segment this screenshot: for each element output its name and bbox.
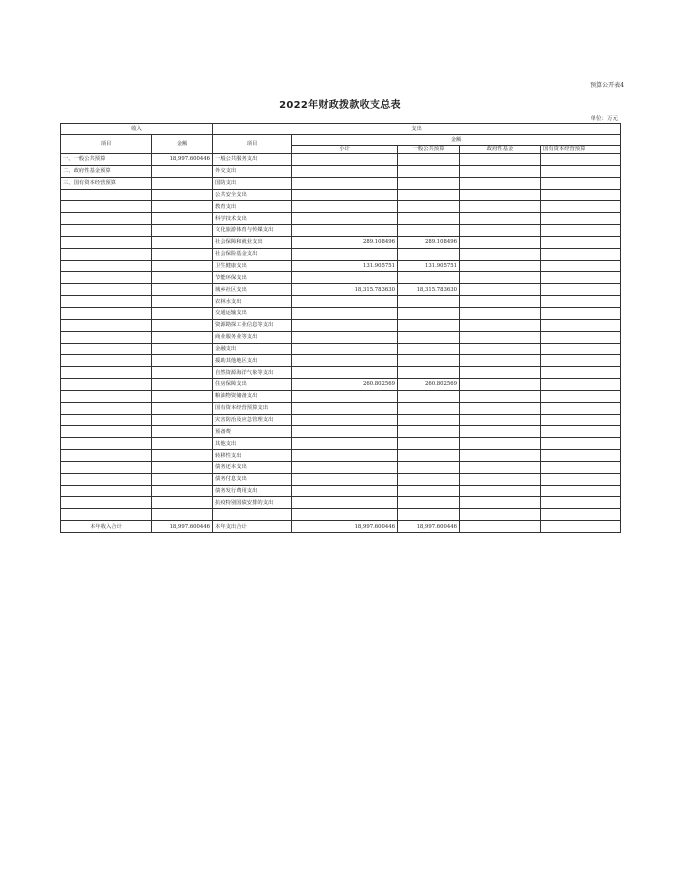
expense-general-cell xyxy=(398,248,460,260)
income-item-cell xyxy=(61,450,152,462)
expense-item-cell: 金融支出 xyxy=(213,343,292,355)
income-amount-cell xyxy=(152,189,213,201)
expense-subtotal-cell xyxy=(292,272,398,284)
table-row xyxy=(61,236,621,248)
expense-subtotal-cell xyxy=(292,343,398,355)
expense-gov-fund-cell xyxy=(460,307,541,319)
income-item-cell xyxy=(61,248,152,260)
expense-item-cell: 自然资源海洋气象等支出 xyxy=(213,367,292,379)
expense-gov-fund-cell xyxy=(460,402,541,414)
expense-subtotal-cell xyxy=(292,367,398,379)
expense-state-capital-cell xyxy=(541,461,621,473)
state-capital-header: 国有资本经营预算 xyxy=(541,146,621,154)
table-row xyxy=(61,379,621,391)
income-amount-cell: 18,997.600446 xyxy=(152,154,213,166)
expense-gov-fund-cell xyxy=(460,473,541,485)
income-item-cell xyxy=(61,331,152,343)
table-row xyxy=(61,402,621,414)
expense-gov-fund-cell xyxy=(460,225,541,237)
expense-general-cell xyxy=(398,331,460,343)
expense-state-capital-cell xyxy=(541,189,621,201)
table-row xyxy=(61,284,621,296)
expense-subtotal-cell xyxy=(292,296,398,308)
expense-general-cell xyxy=(398,177,460,189)
expense-general-cell xyxy=(398,461,460,473)
income-total-amount: 18,997.600446 xyxy=(152,521,213,533)
income-item-cell xyxy=(61,284,152,296)
income-amount-cell xyxy=(152,367,213,379)
income-amount-cell xyxy=(152,390,213,402)
expense-state-capital-cell xyxy=(541,272,621,284)
expense-item-cell: 文化旅游体育与传媒支出 xyxy=(213,225,292,237)
expense-gov-fund-cell xyxy=(460,260,541,272)
expense-general-cell xyxy=(398,426,460,438)
expense-item-cell xyxy=(213,509,292,521)
gov-fund-header: 政府性基金 xyxy=(460,146,541,154)
expense-general-cell xyxy=(398,201,460,213)
expense-item-cell: 抗疫特别国债安排的支出 xyxy=(213,497,292,509)
expense-gov-fund-cell xyxy=(460,343,541,355)
table-row xyxy=(61,260,621,272)
expense-gov-fund-cell xyxy=(460,201,541,213)
expense-subtotal-cell xyxy=(292,414,398,426)
expense-general-cell xyxy=(398,355,460,367)
income-item-cell xyxy=(61,225,152,237)
table-row xyxy=(61,307,621,319)
expense-gov-fund-cell xyxy=(460,154,541,166)
expense-gov-fund-cell xyxy=(460,213,541,225)
expense-item-cell: 其他支出 xyxy=(213,438,292,450)
expense-subtotal-cell xyxy=(292,189,398,201)
income-amount-cell xyxy=(152,485,213,497)
income-amount-cell xyxy=(152,260,213,272)
expense-total-subtotal: 18,997.600446 xyxy=(292,521,398,533)
income-amount-cell xyxy=(152,201,213,213)
expense-subtotal-cell xyxy=(292,225,398,237)
income-amount-cell xyxy=(152,450,213,462)
expense-item-cell: 外交支出 xyxy=(213,165,292,177)
expense-state-capital-cell xyxy=(541,438,621,450)
expense-general-cell xyxy=(398,225,460,237)
expense-item-cell: 债务付息支出 xyxy=(213,473,292,485)
expense-gov-fund-cell xyxy=(460,319,541,331)
expense-state-capital-cell xyxy=(541,177,621,189)
table-row xyxy=(61,272,621,284)
expense-subtotal-cell: 131.905751 xyxy=(292,260,398,272)
income-amount-cell xyxy=(152,296,213,308)
income-item-cell xyxy=(61,272,152,284)
expense-state-capital-cell xyxy=(541,154,621,166)
income-amount-cell xyxy=(152,379,213,391)
expense-gov-fund-cell xyxy=(460,272,541,284)
income-amount-cell xyxy=(152,355,213,367)
expense-gov-fund-cell xyxy=(460,497,541,509)
income-item-header: 项目 xyxy=(61,135,152,154)
page-title: 2022年财政拨款收支总表 xyxy=(279,100,401,111)
expense-general-cell xyxy=(398,367,460,379)
table-row xyxy=(61,213,621,225)
expense-item-cell: 援助其他地区支出 xyxy=(213,355,292,367)
expense-subtotal-cell: 289.108496 xyxy=(292,236,398,248)
table-row xyxy=(61,367,621,379)
income-amount-cell xyxy=(152,165,213,177)
income-item-cell xyxy=(61,260,152,272)
income-item-cell xyxy=(61,414,152,426)
expense-total-label: 本年支出合计 xyxy=(213,521,292,533)
expense-item-cell: 转移性支出 xyxy=(213,450,292,462)
income-item-cell xyxy=(61,390,152,402)
expense-state-capital-cell xyxy=(541,319,621,331)
income-amount-cell xyxy=(152,284,213,296)
expense-item-cell: 国有资本经营预算支出 xyxy=(213,402,292,414)
expense-general-cell xyxy=(398,450,460,462)
general-budget-header: 一般公共预算 xyxy=(398,146,460,154)
table-row xyxy=(61,331,621,343)
expense-subtotal-cell xyxy=(292,497,398,509)
income-amount-header: 金额 xyxy=(152,135,213,154)
expense-subtotal-cell xyxy=(292,201,398,213)
header-row-2 xyxy=(61,135,621,146)
income-amount-cell xyxy=(152,509,213,521)
table-row xyxy=(61,154,621,166)
expense-item-cell: 债务还本支出 xyxy=(213,461,292,473)
budget-summary-table xyxy=(60,123,621,533)
table-row xyxy=(61,189,621,201)
expense-item-cell: 教育支出 xyxy=(213,201,292,213)
expense-total-state-capital xyxy=(541,521,621,533)
income-item-cell xyxy=(61,213,152,225)
expense-subtotal-cell xyxy=(292,485,398,497)
expense-gov-fund-cell xyxy=(460,379,541,391)
expense-general-cell xyxy=(398,296,460,308)
table-body xyxy=(61,124,621,533)
expense-general-cell xyxy=(398,473,460,485)
expense-general-cell: 289.108496 xyxy=(398,236,460,248)
expense-subtotal-cell xyxy=(292,177,398,189)
income-item-cell xyxy=(61,497,152,509)
expense-general-cell xyxy=(398,509,460,521)
income-item-cell xyxy=(61,473,152,485)
table-row xyxy=(61,343,621,355)
expense-subtotal-cell xyxy=(292,509,398,521)
expense-subtotal-cell xyxy=(292,248,398,260)
income-amount-cell xyxy=(152,438,213,450)
income-item-cell xyxy=(61,307,152,319)
expense-state-capital-cell xyxy=(541,225,621,237)
expense-state-capital-cell xyxy=(541,201,621,213)
table-row xyxy=(61,473,621,485)
expense-gov-fund-cell xyxy=(460,355,541,367)
income-item-cell xyxy=(61,426,152,438)
expense-gov-fund-cell xyxy=(460,189,541,201)
expense-gov-fund-cell xyxy=(460,177,541,189)
income-total-label: 本年收入合计 xyxy=(61,521,152,533)
expense-item-cell: 资源勘探工业信息等支出 xyxy=(213,319,292,331)
expense-state-capital-cell xyxy=(541,426,621,438)
expense-state-capital-cell xyxy=(541,248,621,260)
expense-subtotal-cell xyxy=(292,154,398,166)
income-header: 收入 xyxy=(61,124,213,135)
table-row xyxy=(61,461,621,473)
expense-general-cell xyxy=(398,402,460,414)
income-item-cell xyxy=(61,402,152,414)
expense-general-cell xyxy=(398,165,460,177)
income-item-cell xyxy=(61,319,152,331)
expense-subtotal-cell xyxy=(292,331,398,343)
income-item-cell xyxy=(61,201,152,213)
expense-general-cell xyxy=(398,438,460,450)
expense-item-cell: 国防支出 xyxy=(213,177,292,189)
expense-gov-fund-cell xyxy=(460,461,541,473)
income-amount-cell xyxy=(152,319,213,331)
expense-gov-fund-cell xyxy=(460,331,541,343)
expense-item-cell: 卫生健康支出 xyxy=(213,260,292,272)
expense-general-cell: 260.802569 xyxy=(398,379,460,391)
expense-state-capital-cell xyxy=(541,379,621,391)
expense-subtotal-cell xyxy=(292,426,398,438)
table-row xyxy=(61,414,621,426)
expense-header: 支出 xyxy=(213,124,621,135)
income-item-cell xyxy=(61,438,152,450)
expense-subtotal-cell xyxy=(292,165,398,177)
expense-subtotal-cell xyxy=(292,450,398,462)
expense-subtotal-cell: 18,315.783630 xyxy=(292,284,398,296)
income-amount-cell xyxy=(152,225,213,237)
table-row xyxy=(61,426,621,438)
expense-state-capital-cell xyxy=(541,296,621,308)
expense-state-capital-cell xyxy=(541,485,621,497)
expense-state-capital-cell xyxy=(541,331,621,343)
expense-item-cell: 公共安全支出 xyxy=(213,189,292,201)
income-item-cell xyxy=(61,296,152,308)
expense-general-cell xyxy=(398,414,460,426)
expense-subtotal-cell xyxy=(292,319,398,331)
expense-item-cell: 商业服务业等支出 xyxy=(213,331,292,343)
income-amount-cell xyxy=(152,497,213,509)
expense-gov-fund-cell xyxy=(460,390,541,402)
expense-subtotal-cell: 260.802569 xyxy=(292,379,398,391)
expense-state-capital-cell xyxy=(541,213,621,225)
income-amount-cell xyxy=(152,461,213,473)
income-amount-cell xyxy=(152,473,213,485)
expense-state-capital-cell xyxy=(541,509,621,521)
expense-subtotal-cell xyxy=(292,402,398,414)
expense-general-cell: 18,315.783630 xyxy=(398,284,460,296)
expense-state-capital-cell xyxy=(541,307,621,319)
income-amount-cell xyxy=(152,307,213,319)
expense-general-cell xyxy=(398,154,460,166)
income-item-cell xyxy=(61,485,152,497)
expense-item-cell: 社会保障和就业支出 xyxy=(213,236,292,248)
expense-item-cell: 一般公共服务支出 xyxy=(213,154,292,166)
expense-gov-fund-cell xyxy=(460,414,541,426)
income-item-cell xyxy=(61,509,152,521)
expense-item-cell: 粮油物资储备支出 xyxy=(213,390,292,402)
income-item-cell xyxy=(61,379,152,391)
expense-general-cell xyxy=(398,343,460,355)
expense-general-cell xyxy=(398,272,460,284)
expense-item-cell: 农林水支出 xyxy=(213,296,292,308)
expense-item-cell: 灾害防治及应急管理支出 xyxy=(213,414,292,426)
table-row xyxy=(61,438,621,450)
expense-item-cell: 城乡社区支出 xyxy=(213,284,292,296)
table-row xyxy=(61,201,621,213)
expense-state-capital-cell xyxy=(541,367,621,379)
income-amount-cell xyxy=(152,343,213,355)
expense-gov-fund-cell xyxy=(460,485,541,497)
subtotal-header: 小计 xyxy=(292,146,398,154)
expense-state-capital-cell xyxy=(541,165,621,177)
expense-gov-fund-cell xyxy=(460,236,541,248)
header-row-1 xyxy=(61,124,621,135)
expense-subtotal-cell xyxy=(292,213,398,225)
income-amount-cell xyxy=(152,331,213,343)
expense-item-cell: 预备费 xyxy=(213,426,292,438)
expense-gov-fund-cell xyxy=(460,296,541,308)
expense-state-capital-cell xyxy=(541,343,621,355)
expense-state-capital-cell xyxy=(541,497,621,509)
income-amount-cell xyxy=(152,272,213,284)
expense-item-cell: 住房保障支出 xyxy=(213,379,292,391)
expense-subtotal-cell xyxy=(292,390,398,402)
expense-state-capital-cell xyxy=(541,355,621,367)
expense-gov-fund-cell xyxy=(460,438,541,450)
expense-item-cell: 节能环保支出 xyxy=(213,272,292,284)
income-amount-cell xyxy=(152,402,213,414)
expense-subtotal-cell xyxy=(292,461,398,473)
expense-general-cell xyxy=(398,390,460,402)
income-item-cell: 三、国有资本经营预算 xyxy=(61,177,152,189)
totals-row xyxy=(61,521,621,533)
income-amount-cell xyxy=(152,177,213,189)
table-row xyxy=(61,165,621,177)
income-item-cell xyxy=(61,189,152,201)
expense-state-capital-cell xyxy=(541,473,621,485)
table-row xyxy=(61,355,621,367)
expense-general-cell: 131.905751 xyxy=(398,260,460,272)
table-row xyxy=(61,497,621,509)
expense-state-capital-cell xyxy=(541,414,621,426)
form-number: 预算公开表4 xyxy=(590,82,624,89)
income-item-cell xyxy=(61,461,152,473)
expense-general-cell xyxy=(398,485,460,497)
expense-state-capital-cell xyxy=(541,402,621,414)
expense-item-cell: 科学技术支出 xyxy=(213,213,292,225)
expense-general-cell xyxy=(398,497,460,509)
expense-gov-fund-cell xyxy=(460,367,541,379)
expense-state-capital-cell xyxy=(541,260,621,272)
expense-item-cell: 债务发行费用支出 xyxy=(213,485,292,497)
table-row xyxy=(61,450,621,462)
income-amount-cell xyxy=(152,414,213,426)
expense-general-cell xyxy=(398,319,460,331)
income-item-cell xyxy=(61,343,152,355)
expense-state-capital-cell xyxy=(541,236,621,248)
expense-item-header: 项目 xyxy=(213,135,292,154)
table-row xyxy=(61,485,621,497)
expense-gov-fund-cell xyxy=(460,509,541,521)
expense-item-cell: 社会保险基金支出 xyxy=(213,248,292,260)
expense-gov-fund-cell xyxy=(460,248,541,260)
income-item-cell: 二、政府性基金预算 xyxy=(61,165,152,177)
expense-item-cell: 交通运输支出 xyxy=(213,307,292,319)
expense-gov-fund-cell xyxy=(460,450,541,462)
amount-group-header: 金额 xyxy=(292,135,621,146)
expense-subtotal-cell xyxy=(292,473,398,485)
expense-general-cell xyxy=(398,189,460,201)
expense-general-cell xyxy=(398,307,460,319)
expense-total-gov-fund xyxy=(460,521,541,533)
income-item-cell xyxy=(61,355,152,367)
income-amount-cell xyxy=(152,426,213,438)
income-item-cell xyxy=(61,367,152,379)
table-row xyxy=(61,509,621,521)
table-row xyxy=(61,390,621,402)
income-amount-cell xyxy=(152,248,213,260)
expense-state-capital-cell xyxy=(541,284,621,296)
expense-subtotal-cell xyxy=(292,307,398,319)
income-item-cell xyxy=(61,236,152,248)
table-row xyxy=(61,319,621,331)
expense-total-general: 18,997.600446 xyxy=(398,521,460,533)
expense-gov-fund-cell xyxy=(460,426,541,438)
expense-subtotal-cell xyxy=(292,355,398,367)
expense-gov-fund-cell xyxy=(460,284,541,296)
expense-subtotal-cell xyxy=(292,438,398,450)
income-amount-cell xyxy=(152,213,213,225)
table-row xyxy=(61,296,621,308)
expense-state-capital-cell xyxy=(541,390,621,402)
income-amount-cell xyxy=(152,236,213,248)
table-row xyxy=(61,177,621,189)
table-row xyxy=(61,248,621,260)
income-item-cell: 一、一般公共预算 xyxy=(61,154,152,166)
unit-label: 单位：万元 xyxy=(590,116,618,122)
expense-general-cell xyxy=(398,213,460,225)
table-row xyxy=(61,225,621,237)
expense-state-capital-cell xyxy=(541,450,621,462)
expense-gov-fund-cell xyxy=(460,165,541,177)
